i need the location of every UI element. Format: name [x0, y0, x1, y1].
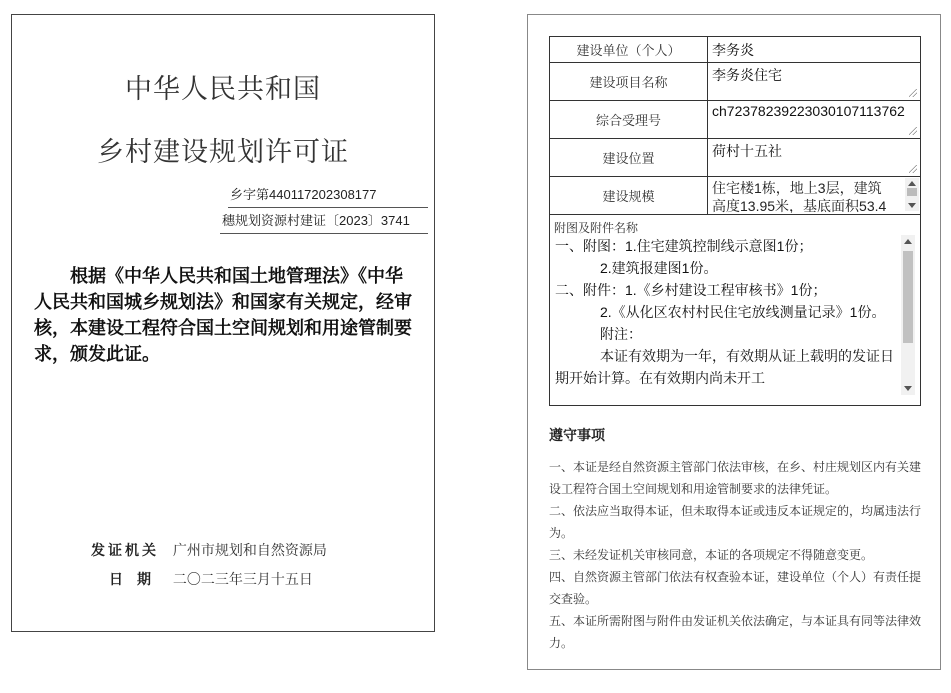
acceptance-no-textarea[interactable]: [708, 101, 921, 139]
attachment-line: 期开始计算。在有效期内尚未开工: [555, 370, 765, 386]
table-row: [550, 63, 921, 101]
certificate-title-license: 乡村建设规划许可证: [97, 137, 349, 167]
scroll-down-icon[interactable]: [904, 386, 912, 391]
attachment-line: 一、附图：1.住宅建筑控制线示意图1份；: [555, 238, 813, 254]
scale-text-area: [708, 177, 920, 213]
details-panel: [527, 14, 941, 670]
list-item: 四、自然资源主管部门依法有权查验本证，建设单位（个人）有责任提交查验。: [549, 570, 922, 606]
location-value: 荷村十五社: [712, 143, 782, 159]
details-table: [549, 36, 921, 215]
list-item: 一、本证是经自然资源主管部门依法审核，在乡、村庄规划区内有关建设工程符合国土空间规划和用途管制要求的法律凭证。: [549, 460, 922, 496]
table-row: [550, 139, 921, 177]
resize-handle-icon[interactable]: [909, 127, 917, 135]
certificate-panel: [11, 14, 435, 632]
resize-handle-icon[interactable]: [909, 89, 917, 97]
scrollbar-thumb[interactable]: [903, 251, 913, 343]
scroll-up-icon[interactable]: [908, 181, 916, 186]
attachment-line: 2.建筑报建图1份。: [600, 260, 718, 276]
builder-field[interactable]: [708, 37, 921, 63]
scale-scrollbar[interactable]: [905, 178, 919, 211]
location-textarea[interactable]: [708, 139, 921, 177]
row-label-acceptance-no: 综合受理号: [550, 101, 708, 139]
certificate-title-country: 中华人民共和国: [125, 74, 321, 104]
attachments-scrollbar[interactable]: [901, 235, 915, 395]
attachment-line: 二、附件：1.《乡村建设工程审核书》1份；: [555, 282, 827, 298]
attachments-title: 附图及附件名称: [554, 221, 639, 235]
builder-value: 李务炎: [712, 41, 754, 58]
row-label-scale: 建设规模: [550, 177, 708, 215]
project-name-value: 李务炎住宅: [712, 67, 782, 83]
scroll-down-icon[interactable]: [908, 203, 916, 208]
certificate-body-text: 根据《中华人民共和国土地管理法》《中华人民共和国城乡规划法》和国家有关规定，经审核，本建设工程符合国土空间规划和用途管制要求，颁发此证。: [34, 266, 412, 364]
scale-line-1: 住宅楼1栋，地上3层，建筑: [712, 180, 882, 196]
attachments-box: [549, 213, 921, 406]
list-item: 五、本证所需附图与附件由发证机关依法确定，与本证具有同等法律效力。: [549, 614, 922, 650]
table-row: [550, 177, 921, 215]
attachment-line: 2.《从化区农村村民住宅放线测量记录》1份。: [600, 304, 886, 320]
row-label-builder: 建设单位（个人）: [550, 37, 708, 63]
scrollbar-thumb[interactable]: [907, 188, 917, 196]
date-value: 二〇二三年三月十五日: [172, 571, 313, 587]
attachment-line: 附注：: [600, 326, 642, 342]
resize-handle-icon[interactable]: [909, 165, 917, 173]
issuer-row: [91, 540, 327, 560]
list-item: 二、依法应当取得本证，但未取得本证或违反本证规定的，均属违法行为。: [549, 504, 922, 540]
notes-list: [549, 456, 924, 654]
scroll-up-icon[interactable]: [904, 239, 912, 244]
date-label: 日期: [109, 571, 165, 587]
attachments-textarea[interactable]: [552, 235, 902, 397]
row-label-location: 建设位置: [550, 139, 708, 177]
list-item: 三、未经发证机关审核同意，本证的各项规定不得随意变更。: [549, 548, 874, 562]
issuer-value: 广州市规划和自然资源局: [172, 542, 327, 558]
scale-textarea[interactable]: [708, 177, 921, 215]
acceptance-no-value: ch72378239223030107113762: [712, 103, 905, 119]
notes-title: 遵守事项: [549, 427, 605, 443]
attachment-line: 本证有效期为一年，有效期从证上载明的发证日: [600, 348, 894, 364]
date-row: [109, 569, 313, 589]
project-name-textarea[interactable]: [708, 63, 921, 101]
row-label-project-name: 建设项目名称: [550, 63, 708, 101]
table-row: [550, 37, 921, 63]
scale-line-2: 高度13.95米，基底面积53.4: [712, 198, 887, 213]
certificate-number-city: 穗规划资源村建证〔2023〕3741: [220, 208, 428, 234]
table-row: [550, 101, 921, 139]
certificate-number-township: 乡字第440117202308177: [228, 182, 428, 208]
issuer-label: 发证机关: [91, 542, 159, 558]
